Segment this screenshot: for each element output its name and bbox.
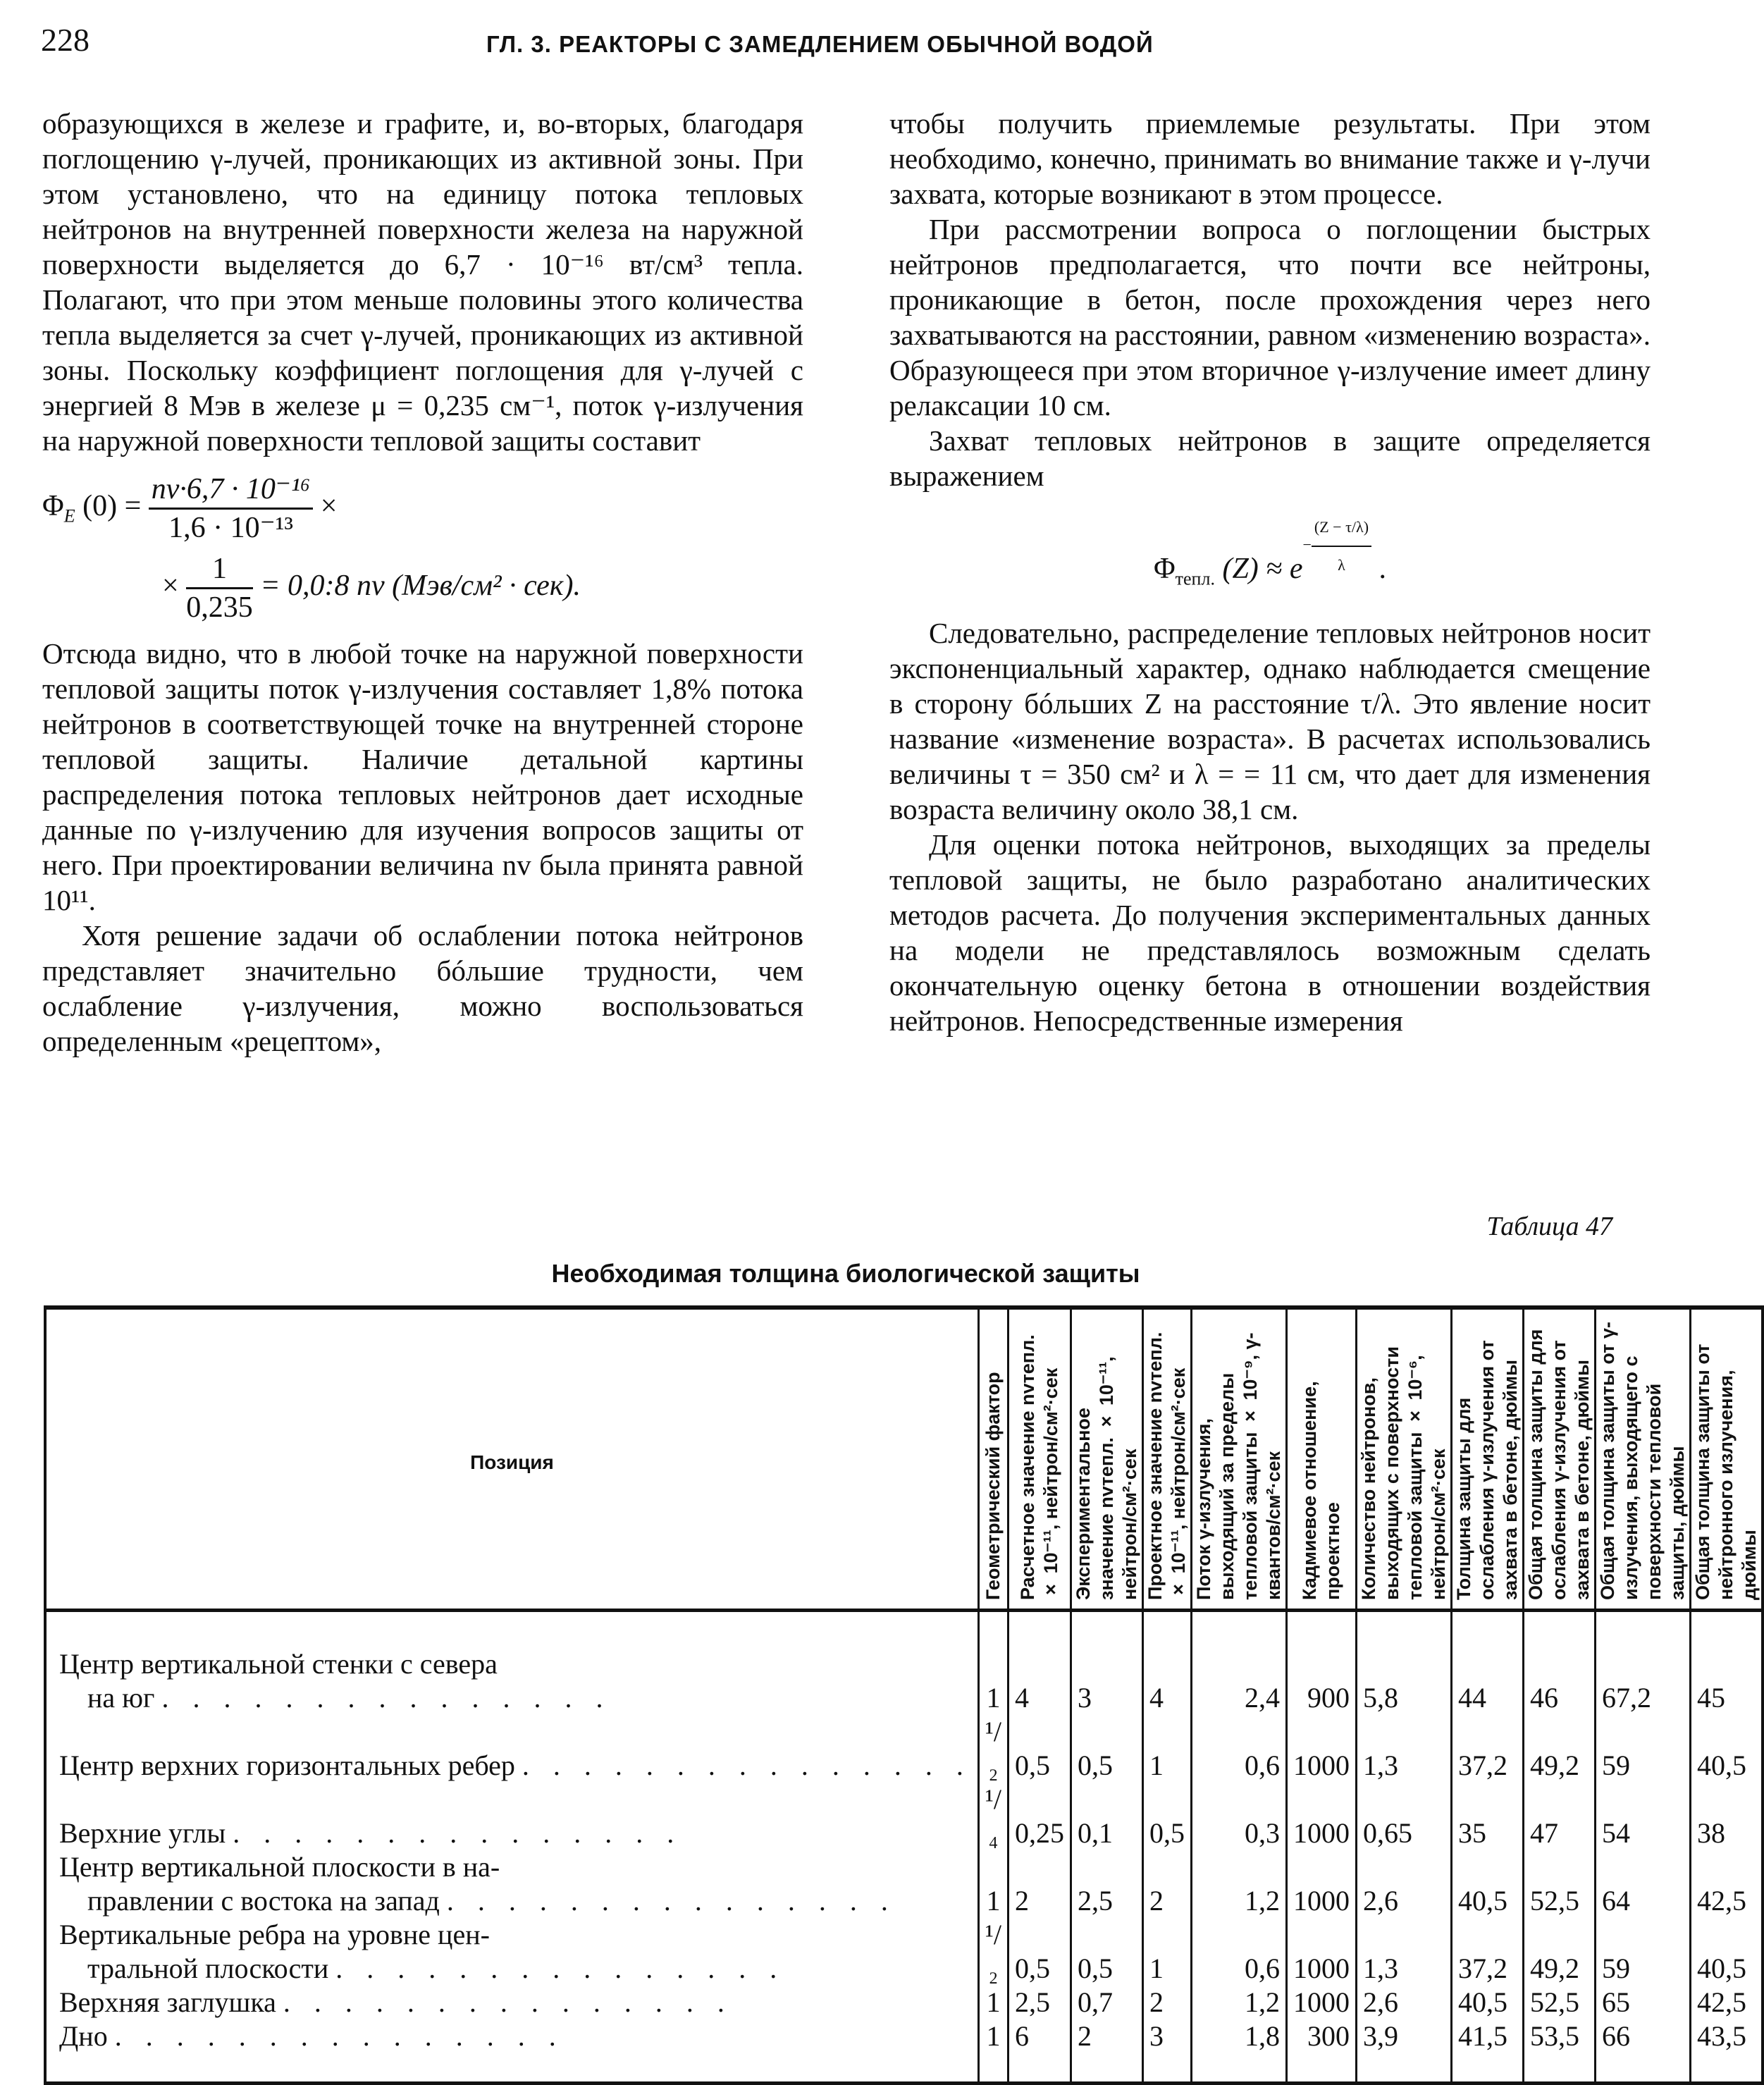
column-header xyxy=(978,1308,1008,1611)
formula-lhs: Φ xyxy=(1153,553,1176,586)
position-cell xyxy=(45,2019,978,2084)
value-cell: 0,5 xyxy=(1009,1715,1071,1783)
table-header-row xyxy=(45,1308,1763,1611)
value-cell: 46 xyxy=(1524,1611,1596,1716)
value-cell: 40,5 xyxy=(1452,1986,1524,2019)
times-sign: × xyxy=(320,490,338,523)
formula-lhs: Φ xyxy=(42,490,64,523)
table-row xyxy=(45,1850,1763,1918)
fraction-numerator: nv·6,7 · 10⁻¹⁶ xyxy=(149,471,314,510)
fraction xyxy=(149,471,314,546)
position-cell xyxy=(45,1611,978,1716)
value-cell: 42,5 xyxy=(1691,1986,1763,2019)
value-cell: 53,5 xyxy=(1524,2019,1596,2084)
header-label: Геометрический фактор xyxy=(982,1372,1004,1600)
leader-dots: . . . . . . . . . . . . . . . xyxy=(522,1749,972,1781)
position-label: Верхняя заглушка xyxy=(59,1986,276,2018)
value-cell: 1000 xyxy=(1287,1986,1357,2019)
value-cell: 0,7 xyxy=(1071,1986,1143,2019)
paragraph: Захват тепловых нейтронов в защите определяется выражением xyxy=(889,424,1651,492)
right-column xyxy=(889,106,1651,1038)
formula-lhs-arg: (0) = xyxy=(82,490,142,523)
column-header xyxy=(1009,1308,1071,1611)
left-column xyxy=(42,106,803,1059)
formula-lhs-sub: E xyxy=(63,505,75,527)
column-header xyxy=(1524,1308,1596,1611)
table-row xyxy=(45,1986,1763,2019)
position-label: Дно xyxy=(59,2020,108,2052)
value-cell: 3,9 xyxy=(1357,2019,1452,2084)
value-cell: 44 xyxy=(1452,1611,1524,1716)
value-cell: 2,4 xyxy=(1192,1611,1287,1716)
position-label: правлении с востока на запад xyxy=(87,1885,440,1917)
position-cell xyxy=(45,1715,978,1783)
value-cell: 0,5 xyxy=(1071,1715,1143,1783)
position-label: на юг xyxy=(87,1682,155,1714)
exponent-fraction xyxy=(1312,509,1371,584)
header-label: Количество нейтронов, выходящих с поверхности тепловой защиты × 10⁻⁶, нейтрон/см²·сек xyxy=(1358,1346,1450,1600)
position-label: Верхние углы xyxy=(59,1817,226,1849)
header-label: Проектное значение nvтепл. × 10⁻¹¹, нейтрон/см²·сек xyxy=(1145,1331,1190,1600)
header-label: Экспериментальное значение nvтепл. × 10⁻¹¹, нейтрон/см²·сек xyxy=(1073,1356,1141,1600)
value-cell: 5,8 xyxy=(1357,1611,1452,1716)
value-cell: 1 xyxy=(1143,1918,1192,1986)
table-title: Необходимая толщина биологической защиты xyxy=(551,1259,1140,1288)
value-cell: ¹/₄ xyxy=(978,1783,1008,1850)
column-header xyxy=(1452,1308,1524,1611)
paragraph: Хотя решение задачи об ослаблении потока нейтронов представляет значительно бóльшие трудности, чем ослабление γ-излучения, можно воспользоваться определенным «рецептом», xyxy=(42,919,803,1057)
formula-period: . xyxy=(1378,553,1387,586)
value-cell: 0,1 xyxy=(1071,1783,1143,1850)
shield-thickness-table xyxy=(44,1305,1764,2085)
paragraph: Для оценки потока нейтронов, выходящих за пределы тепловой защиты, не было разработано аналитических методов расчета. До получения экспериментальных данных на модели не представлялось возможным сделать окончательную оценку бетона в отношении воздействия нейтронов. Непосредственные измерения xyxy=(889,828,1651,1038)
paragraph: образующихся в железе и графите, и, во-вторых, благодаря поглощению γ-лучей, проникающих из активной зоны. При этом установлено, что на единицу потока тепловых нейтронов на внутренней поверхности железа на наружной поверхности выделяется до 6,7 · 10⁻¹⁶ вт/см³ тепла. Полагают, что при этом меньше половины этого количества тепла выделяется за счет γ-лучей, проникающих из активной зоны. Поскольку коэффициент поглощения для γ-лучей с энергией 8 Мэв в железе μ = 0,235 см⁻¹, поток γ-излучения на наружной поверхности тепловой защиты составит xyxy=(42,107,803,457)
value-cell: 2 xyxy=(1143,1986,1192,2019)
header-label: Общая толщина защиты для ослабления γ-излучения от захвата в бетоне, дюймы xyxy=(1525,1329,1593,1600)
value-cell: 0,6 xyxy=(1192,1918,1287,1986)
value-cell: 1 xyxy=(978,1986,1008,2019)
value-cell: 1 xyxy=(978,2019,1008,2084)
column-header xyxy=(1143,1308,1192,1611)
value-cell: 6 xyxy=(1009,2019,1071,2084)
leader-dots: . . . . . . . . . . . . . . . xyxy=(161,1682,612,1714)
value-cell: 37,2 xyxy=(1452,1715,1524,1783)
column-header xyxy=(1071,1308,1143,1611)
leader-dots: . . . . . . . . . . . . . . . xyxy=(114,2020,565,2052)
position-cell xyxy=(45,1850,978,1918)
value-cell: 45 xyxy=(1691,1611,1763,1716)
value-cell: 2 xyxy=(1071,2019,1143,2084)
fraction-numerator: (Z − τ/λ) xyxy=(1312,509,1371,547)
leader-dots: . . . . . . . . . . . . . . . xyxy=(233,1817,683,1849)
value-cell: 900 xyxy=(1287,1611,1357,1716)
leader-dots: . . . . . . . . . . . . . . . xyxy=(446,1885,896,1917)
formula-lhs-arg: (Z) ≈ e xyxy=(1222,553,1303,586)
value-cell: 1000 xyxy=(1287,1918,1357,1986)
table-row xyxy=(45,1715,1763,1783)
value-cell: 40,5 xyxy=(1691,1715,1763,1783)
value-cell: 2,6 xyxy=(1357,1986,1452,2019)
value-cell: 1,3 xyxy=(1357,1715,1452,1783)
header-label: Общая толщина защиты от нейтронного излучения, дюймы xyxy=(1692,1343,1760,1600)
value-cell: 1,2 xyxy=(1192,1850,1287,1918)
value-cell: 38 xyxy=(1691,1783,1763,1850)
value-cell: 2 xyxy=(1143,1850,1192,1918)
value-cell: 59 xyxy=(1596,1715,1691,1783)
table-row xyxy=(45,1783,1763,1850)
value-cell: ¹/₂ xyxy=(978,1715,1008,1783)
header-label: Толщина защиты для ослабления γ-излучения от захвата в бетоне, дюймы xyxy=(1453,1340,1522,1600)
value-cell: 4 xyxy=(1009,1611,1071,1716)
value-cell: 66 xyxy=(1596,2019,1691,2084)
column-header xyxy=(45,1308,978,1611)
column-header xyxy=(1691,1308,1763,1611)
value-cell: 0,5 xyxy=(1071,1918,1143,1986)
value-cell: 0,5 xyxy=(1143,1783,1192,1850)
running-head: ГЛ. 3. РЕАКТОРЫ С ЗАМЕДЛЕНИЕМ ОБЫЧНОЙ ВОДОЙ xyxy=(486,31,1154,57)
paragraph: Следовательно, распределение тепловых нейтронов носит экспоненциальный характер, однако наблюдается смещение в сторону бóльших Z на расстояние τ/λ. Это явление носит название «изменение возраста». В расчетах использовались величины τ = 350 см² и λ = = 11 см, что дает для изменения возраста величину около 38,1 см. xyxy=(889,617,1651,826)
fraction-denominator: 0,235 xyxy=(186,591,253,624)
formula-lhs-sub: тепл. xyxy=(1175,568,1215,589)
value-cell: 35 xyxy=(1452,1783,1524,1850)
value-cell: 0,25 xyxy=(1009,1783,1071,1850)
position-cell xyxy=(45,1986,978,2019)
value-cell: 3 xyxy=(1071,1611,1143,1716)
value-cell: 54 xyxy=(1596,1783,1691,1850)
value-cell: 1,3 xyxy=(1357,1918,1452,1986)
fraction-numerator: 1 xyxy=(186,551,253,589)
page-number: 228 xyxy=(41,22,90,58)
value-cell: 59 xyxy=(1596,1918,1691,1986)
value-cell: ¹/₂ xyxy=(978,1918,1008,1986)
value-cell: 49,2 xyxy=(1524,1918,1596,1986)
value-cell: 1 xyxy=(978,1850,1008,1918)
value-cell: 1000 xyxy=(1287,1783,1357,1850)
value-cell: 67,2 xyxy=(1596,1611,1691,1716)
value-cell: 2,5 xyxy=(1009,1986,1071,2019)
value-cell: 1000 xyxy=(1287,1850,1357,1918)
position-cell xyxy=(45,1918,978,1986)
position-label-line1: Центр вертикальной плоскости в на- xyxy=(59,1851,500,1883)
fraction-denominator: λ xyxy=(1338,556,1345,574)
times-sign: × xyxy=(162,570,179,603)
value-cell: 2 xyxy=(1009,1850,1071,1918)
header-label: Позиция xyxy=(470,1451,554,1473)
paragraph: При рассмотрении вопроса о поглощении быстрых нейтронов предполагается, что почти все нейтроны, проникающие в бетон, после прохождения через него захватываются на расстоянии, равном «изменению возраста». Образующееся при этом вторичное γ-излучение имеет длину релаксации 10 см. xyxy=(889,213,1651,422)
value-cell: 0,3 xyxy=(1192,1783,1287,1850)
value-cell: 4 xyxy=(1143,1611,1192,1716)
column-header xyxy=(1287,1308,1357,1611)
column-header xyxy=(1357,1308,1452,1611)
header-label: Кадмиевое отношение, проектное xyxy=(1299,1381,1344,1600)
value-cell: 1000 xyxy=(1287,1715,1357,1783)
value-cell: 64 xyxy=(1596,1850,1691,1918)
formula-phi-thermal: $\Phi_{тепл.}$ $(Z) \approx e^{- \frac{(Z - \tau/\lambda)}{\lambda}}$ . xyxy=(889,509,1651,597)
table-row xyxy=(45,2019,1763,2084)
formula-result: = 0,0:8 nv (Мэв/см² · сек). xyxy=(260,570,581,603)
value-cell: 49,2 xyxy=(1524,1715,1596,1783)
value-cell: 2,6 xyxy=(1357,1850,1452,1918)
paragraph: чтобы получить приемлемые результаты. При этом необходимо, конечно, принимать во внимание также и γ-лучи захвата, которые возникают в этом процессе. xyxy=(889,107,1651,210)
value-cell: 300 xyxy=(1287,2019,1357,2084)
column-header xyxy=(1596,1308,1691,1611)
header-label: Поток γ-излучения, выходящий за пределы тепловой защиты × 10⁻⁹, γ-квантов/см²·сек xyxy=(1193,1332,1285,1600)
value-cell: 1,2 xyxy=(1192,1986,1287,2019)
position-label-line1: Центр вертикальной стенки с севера xyxy=(59,1648,498,1680)
value-cell: 0,6 xyxy=(1192,1715,1287,1783)
table-caption: Таблица 47 xyxy=(1486,1212,1612,1241)
value-cell: 52,5 xyxy=(1524,1850,1596,1918)
leader-dots: . . . . . . . . . . . . . . . xyxy=(283,1986,733,2018)
position-cell xyxy=(45,1783,978,1850)
formula-phi-e xyxy=(42,471,803,626)
header-label: Общая толщина защиты от γ-излучения, выходящего с поверхности тепловой защиты, дюймы xyxy=(1597,1322,1689,1600)
value-cell: 3 xyxy=(1143,2019,1192,2084)
column-header xyxy=(1192,1308,1287,1611)
table-row xyxy=(45,1918,1763,1986)
fraction-denominator: 1,6 · 10⁻¹³ xyxy=(168,512,293,544)
value-cell: 0,65 xyxy=(1357,1783,1452,1850)
position-label-line1: Вертикальные ребра на уровне цен- xyxy=(59,1919,490,1950)
value-cell: 40,5 xyxy=(1452,1850,1524,1918)
header-label: Расчетное значение nvтепл. × 10⁻¹¹, нейтрон/см²·сек xyxy=(1017,1334,1062,1600)
value-cell: 47 xyxy=(1524,1783,1596,1850)
fraction xyxy=(186,551,253,626)
position-label: тральной плоскости xyxy=(87,1952,329,1984)
value-cell: 37,2 xyxy=(1452,1918,1524,1986)
value-cell: 1,8 xyxy=(1192,2019,1287,2084)
value-cell: 1 xyxy=(978,1611,1008,1716)
value-cell: 2,5 xyxy=(1071,1850,1143,1918)
value-cell: 1 xyxy=(1143,1715,1192,1783)
value-cell: 42,5 xyxy=(1691,1850,1763,1918)
leader-dots: . . . . . . . . . . . . . . . xyxy=(335,1952,786,1984)
value-cell: 0,5 xyxy=(1009,1918,1071,1986)
value-cell: 52,5 xyxy=(1524,1986,1596,2019)
value-cell: 43,5 xyxy=(1691,2019,1763,2084)
value-cell: 40,5 xyxy=(1691,1918,1763,1986)
value-cell: 41,5 xyxy=(1452,2019,1524,2084)
table-row xyxy=(45,1611,1763,1716)
position-label: Центр верхних горизонтальных ребер xyxy=(59,1749,515,1781)
paragraph: Отсюда видно, что в любой точке на наружной поверхности тепловой защиты поток γ-излучения составляет 1,8% потока нейтронов в соответствующей точке на внутренней стороне тепловой защиты. Наличие детальной картины распределения потока тепловых нейтронов дает исходные данные по γ-излучению для изучения вопросов защиты от него. При проектировании величина nv была принята равной 10¹¹. xyxy=(42,637,803,916)
value-cell: 65 xyxy=(1596,1986,1691,2019)
